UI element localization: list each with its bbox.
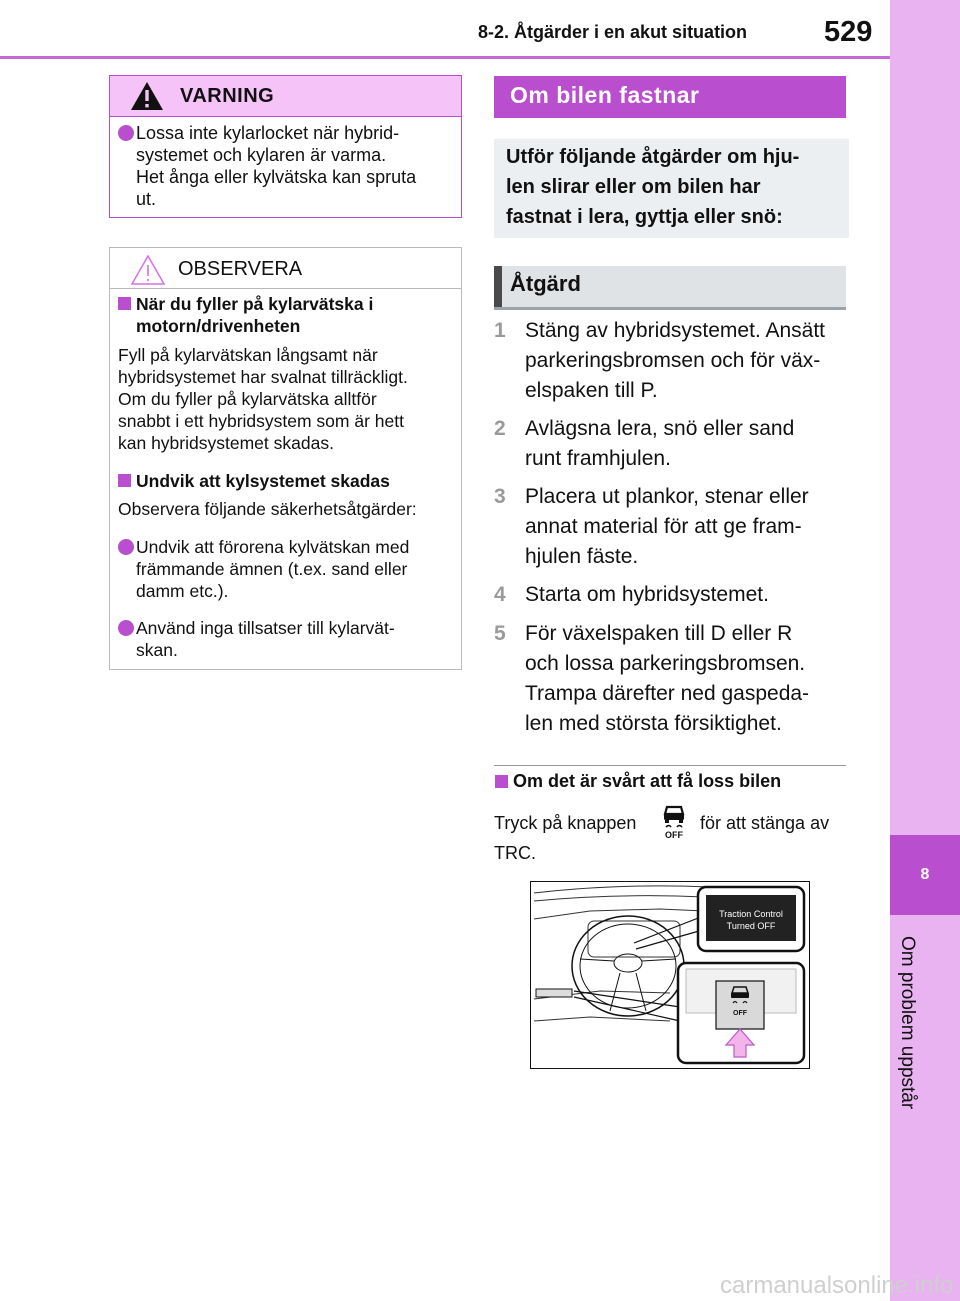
square-bullet-icon bbox=[495, 775, 508, 788]
notice-bullet-line: Undvik att förorena kylvätskan med bbox=[136, 537, 410, 557]
notice-body-line: kan hybridsystemet skadas. bbox=[118, 433, 334, 453]
bullet-icon bbox=[118, 620, 134, 636]
intro-text bbox=[506, 142, 836, 232]
trc-off-icon bbox=[660, 803, 688, 839]
step-text bbox=[525, 482, 855, 572]
intro-box bbox=[494, 139, 849, 238]
header-rule bbox=[0, 56, 890, 59]
warning-item bbox=[136, 122, 448, 210]
trc-text-after: för att stänga av bbox=[700, 813, 830, 833]
action-title: Åtgärd bbox=[510, 271, 581, 296]
warning-line: systemet och kylaren är varma. bbox=[136, 145, 387, 165]
step-line: len med största försiktighet. bbox=[525, 712, 782, 735]
notice-bullet-1 bbox=[136, 536, 456, 602]
notice-section1-body bbox=[118, 344, 458, 454]
notice-heading-line: Undvik att kylsystemet skadas bbox=[136, 471, 390, 491]
step-number: 3 bbox=[494, 485, 506, 508]
square-bullet-icon bbox=[118, 474, 131, 487]
step-line: Stäng av hybridsystemet. Ansätt bbox=[525, 319, 825, 342]
display-text-line2: Turned OFF bbox=[726, 921, 776, 931]
warning-line: Het ånga eller kylvätska kan spruta bbox=[136, 167, 417, 187]
step-line: Placera ut plankor, stenar eller bbox=[525, 485, 809, 508]
step-number: 5 bbox=[494, 622, 506, 645]
chapter-number: 8 bbox=[890, 835, 960, 915]
warning-line: ut. bbox=[136, 189, 157, 209]
trc-icon-label: OFF bbox=[665, 830, 683, 839]
notice-header bbox=[110, 248, 461, 289]
notice-box bbox=[109, 247, 462, 670]
intro-line: fastnat i lera, gyttja eller snö: bbox=[506, 206, 783, 228]
section-title: Om bilen fastnar bbox=[510, 82, 700, 108]
dashboard-illustration bbox=[530, 881, 810, 1069]
intro-line: Utför följande åtgärder om hju- bbox=[506, 146, 800, 168]
notice-bullet-line: främmande ämnen (t.ex. sand eller bbox=[136, 559, 408, 579]
step-text bbox=[525, 414, 855, 474]
chapter-label-text: Om problem uppstår bbox=[897, 935, 918, 1110]
step-number: 1 bbox=[494, 319, 506, 342]
warning-triangle-icon bbox=[130, 81, 164, 111]
step-line: Avlägsna lera, snö eller sand bbox=[525, 417, 795, 440]
step-text bbox=[525, 580, 855, 610]
step-text bbox=[525, 619, 855, 739]
subsection-title: Om det är svårt att få loss bilen bbox=[513, 771, 782, 791]
step-line: För växelspaken till D eller R bbox=[525, 622, 793, 645]
square-bullet-icon bbox=[118, 297, 131, 310]
trc-text-end: TRC. bbox=[494, 843, 536, 863]
notice-section2-title bbox=[136, 470, 390, 492]
step-line: hjulen fäste. bbox=[525, 545, 639, 568]
step-line: Starta om hybridsystemet. bbox=[525, 583, 769, 606]
notice-heading-line: motorn/drivenheten bbox=[136, 316, 301, 336]
notice-heading-line: När du fyller på kylarvätska i bbox=[136, 294, 374, 314]
section-title-bar bbox=[494, 76, 846, 118]
warning-box bbox=[109, 75, 462, 218]
notice-body-line: Fyll på kylarvätskan långsamt när bbox=[118, 345, 378, 365]
watermark: carmanualsonline.info bbox=[720, 1272, 954, 1299]
step-line: elspaken till P. bbox=[525, 379, 658, 402]
trc-text-before: Tryck på knappen bbox=[494, 813, 637, 833]
step-line: annat material för att ge fram- bbox=[525, 515, 802, 538]
step-line: och lossa parkeringsbromsen. bbox=[525, 652, 806, 675]
intro-line: len slirar eller om bilen har bbox=[506, 176, 761, 198]
step-line: Trampa därefter ned gaspeda- bbox=[525, 682, 810, 705]
notice-bullet-line: damm etc.). bbox=[136, 581, 229, 601]
header-section-title: 8-2. Åtgärder i en akut situation bbox=[478, 22, 748, 42]
warning-line: Lossa inte kylarlocket när hybrid- bbox=[136, 123, 400, 143]
notice-bullet-2 bbox=[136, 617, 456, 661]
notice-section1-title bbox=[136, 293, 373, 337]
notice-body-line: snabbt i ett hybridsystem som är hett bbox=[118, 411, 404, 431]
section-divider bbox=[494, 765, 846, 766]
notice-section2-body: Observera följande säkerhetsåtgärder: bbox=[118, 499, 417, 519]
step-number: 4 bbox=[494, 583, 506, 606]
display-text-line1: Traction Control bbox=[719, 909, 783, 919]
action-marker bbox=[494, 266, 502, 307]
action-header-bar bbox=[494, 266, 846, 310]
step-number: 2 bbox=[494, 417, 506, 440]
notice-bullet-line: Använd inga tillsatser till kylarvät- bbox=[136, 618, 395, 638]
notice-title: OBSERVERA bbox=[178, 258, 303, 280]
step-line: parkeringsbromsen och för väx- bbox=[525, 349, 821, 372]
button-label: OFF bbox=[733, 1010, 747, 1017]
notice-body-line: Om du fyller på kylarvätska alltför bbox=[118, 389, 377, 409]
caution-triangle-icon bbox=[130, 254, 166, 286]
warning-title: VARNING bbox=[180, 85, 275, 107]
notice-body-line: hybridsystemet har svalnat tillräckligt. bbox=[118, 367, 408, 387]
chapter-label bbox=[884, 925, 930, 1120]
bullet-icon bbox=[118, 125, 134, 141]
notice-bullet-line: skan. bbox=[136, 640, 178, 660]
bullet-icon bbox=[118, 539, 134, 555]
page-number: 529 bbox=[824, 16, 873, 48]
step-text bbox=[525, 316, 855, 406]
step-line: runt framhjulen. bbox=[525, 447, 671, 470]
warning-header bbox=[110, 76, 461, 117]
